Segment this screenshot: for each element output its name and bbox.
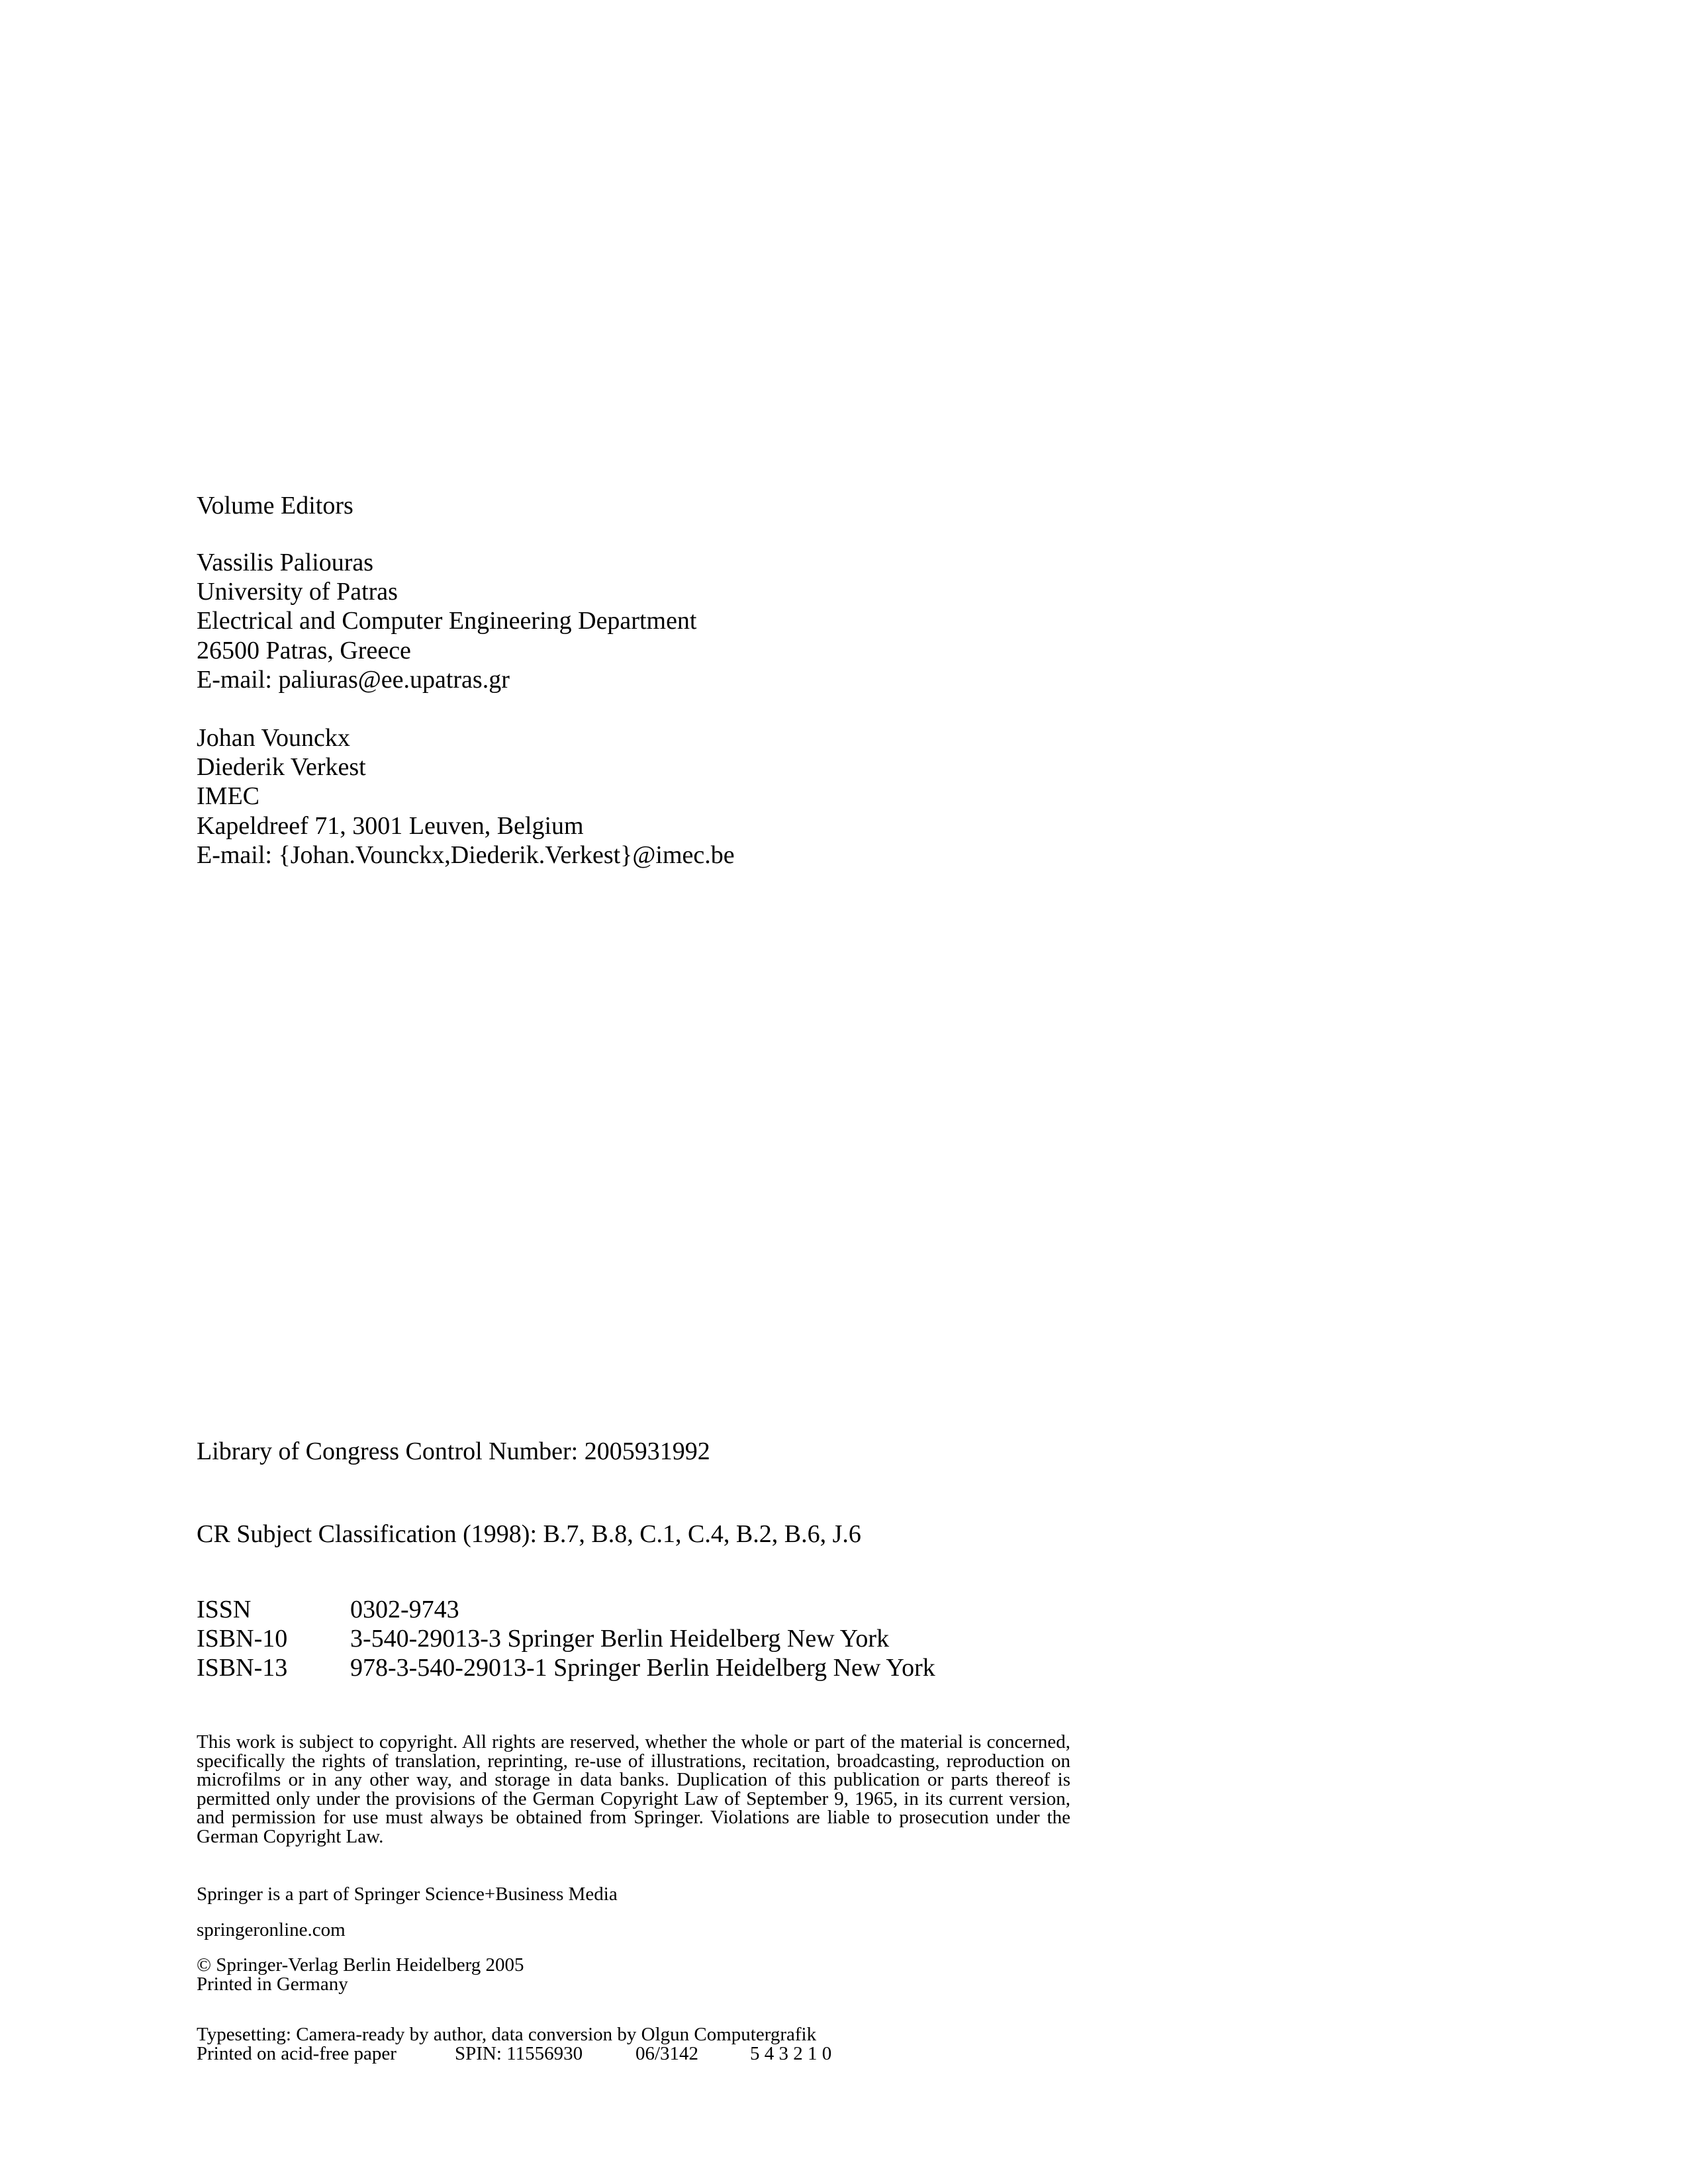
editor-email: E-mail: paliuras@ee.upatras.gr	[197, 665, 510, 694]
identifier-label: ISSN	[197, 1596, 252, 1623]
editor-email: E-mail: {Johan.Vounckx,Diederik.Verkest}@imec.be	[197, 841, 735, 869]
volume-editors-heading: Volume Editors	[197, 492, 353, 520]
editor-address: Kapeldreef 71, 3001 Leuven, Belgium	[197, 811, 584, 840]
editor-city: 26500 Patras, Greece	[197, 636, 411, 664]
cr-subject-classification: CR Subject Classification (1998): B.7, B.8, C.1, C.4, B.2, B.6, J.6	[197, 1520, 861, 1548]
copyright-block	[197, 1956, 524, 1994]
editor-name: Diederik Verkest	[197, 753, 366, 782]
identifier-row	[197, 1595, 935, 1624]
print-code: 06/3142	[635, 2043, 699, 2064]
copyright-line: © Springer-Verlag Berlin Heidelberg 2005	[197, 1954, 524, 1976]
editor-address-block-2	[197, 723, 735, 870]
paper-info: Printed on acid-free paper	[197, 2043, 397, 2064]
editor-affiliation: University of Patras	[197, 578, 398, 606]
identifier-value: 0302-9743	[350, 1596, 459, 1623]
typesetting-line: Typesetting: Camera-ready by author, data conversion by Olgun Computergrafik	[197, 2024, 817, 2045]
editor-affiliation: IMEC	[197, 782, 259, 811]
spin-number: SPIN: 11556930	[455, 2043, 583, 2064]
printed-in: Printed in Germany	[197, 1974, 348, 1995]
identifier-value: 978-3-540-29013-1 Springer Berlin Heidelberg New York	[350, 1654, 935, 1682]
publisher-website: springeronline.com	[197, 1919, 346, 1940]
identifier-row	[197, 1653, 935, 1682]
editor-name: Johan Vounckx	[197, 724, 350, 752]
identifier-value: 3-540-29013-3 Springer Berlin Heidelberg New York	[350, 1625, 890, 1653]
copyright-notice: This work is subject to copyright. All rights are reserved, whether the whole or part of the material is concerned, specifically the rights of translation, reprinting, re-use of illustrations, recitation, broadcasting, reproduction on microfilms or in any other way, and storage in data banks. Duplication of this publication or parts thereof is permitted only under the provisions of the German Copyright Law of September 9, 1965, in its current version, and permission for use must always be obtained from Springer. Violations are liable to prosecution under the German Copyright Law.	[197, 1731, 1070, 1847]
editor-address-block-1	[197, 548, 697, 694]
print-run: 5 4 3 2 1 0	[750, 2043, 832, 2064]
editor-name: Vassilis Paliouras	[197, 549, 374, 576]
springer-part-of: Springer is a part of Springer Science+Business Media	[197, 1884, 618, 1905]
identifier-row	[197, 1624, 935, 1653]
editor-department: Electrical and Computer Engineering Department	[197, 607, 697, 635]
identifier-table	[197, 1595, 935, 1682]
loc-control-number: Library of Congress Control Number: 2005931992	[197, 1437, 710, 1465]
identifier-label: ISBN-13	[197, 1654, 288, 1682]
identifier-label: ISBN-10	[197, 1625, 288, 1653]
